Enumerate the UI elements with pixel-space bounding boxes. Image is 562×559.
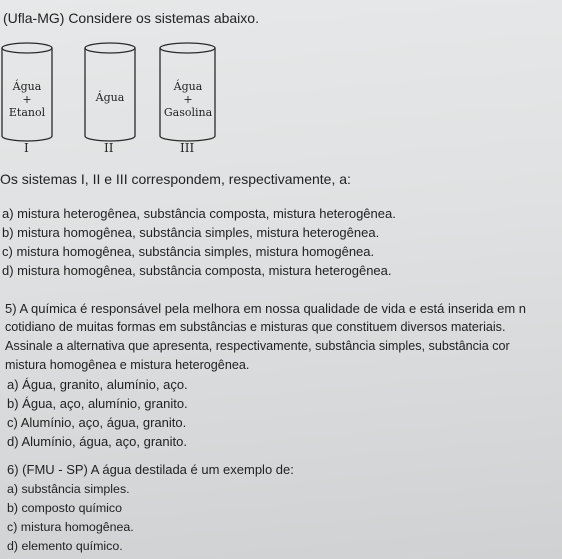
q5-line-3: Assinale a alternativa que apresenta, respectivamente, substância simples, substância cor xyxy=(5,339,510,353)
q6-option-d: d) elemento químico. xyxy=(7,539,123,553)
system-1-bottom: Etanol xyxy=(8,106,46,119)
q5-line-2: cotidiano de muitas formas em substâncias e misturas que constituem diversos materiais. xyxy=(5,320,506,334)
q4-option-a: a) mistura heterogênea, substância composta, mistura heterogênea. xyxy=(2,206,396,221)
system-2-top: Água xyxy=(95,91,125,104)
q6-option-b: b) composto químico xyxy=(7,501,123,515)
system-1-content xyxy=(2,80,52,119)
q6-option-c: c) mistura homogênea. xyxy=(7,520,134,534)
q5-option-b: b) Água, aço, alumínio, granito. xyxy=(7,396,188,411)
system-1-numeral: I xyxy=(24,141,29,155)
system-3-plus: + xyxy=(183,93,193,106)
system-3-top: Água xyxy=(173,80,203,93)
system-3-content xyxy=(158,80,218,119)
q5-option-a: a) Água, granito, alumínio, aço. xyxy=(7,377,188,392)
system-1-top: Água xyxy=(12,80,42,93)
q4-option-d: d) mistura homogênea, substância composta, mistura heterogênea. xyxy=(2,263,392,278)
system-3-bottom: Gasolina xyxy=(163,106,213,119)
q4-header: (Ufla-MG) Considere os sistemas abaixo. xyxy=(3,10,259,26)
system-2-numeral: II xyxy=(104,141,114,155)
q5-line-4: mistura homogênea e mistura heterogênea. xyxy=(5,358,250,372)
q6-header: 6) (FMU - SP) A água destilada é um exemplo de: xyxy=(7,462,294,477)
system-2-content xyxy=(85,91,135,104)
q4-prompt: Os sistemas I, II e III correspondem, respectivamente, a: xyxy=(0,171,351,187)
system-3-numeral: III xyxy=(180,141,195,155)
q4-option-b: b) mistura homogênea, substância simples, mistura heterogênea. xyxy=(2,225,380,240)
q4-option-c: c) mistura homogênea, substância simples, mistura homogênea. xyxy=(2,244,375,259)
q5-option-c: c) Alumínio, aço, água, granito. xyxy=(7,415,187,430)
q6-option-a: a) substância simples. xyxy=(7,482,130,496)
q5-line-1: 5) A química é responsável pela melhora em nossa qualidade de vida e está inserida em n xyxy=(5,301,527,316)
systems-figure xyxy=(0,38,240,158)
q5-option-d: d) Alumínio, água, aço, granito. xyxy=(7,434,187,449)
system-1-plus: + xyxy=(22,93,32,106)
